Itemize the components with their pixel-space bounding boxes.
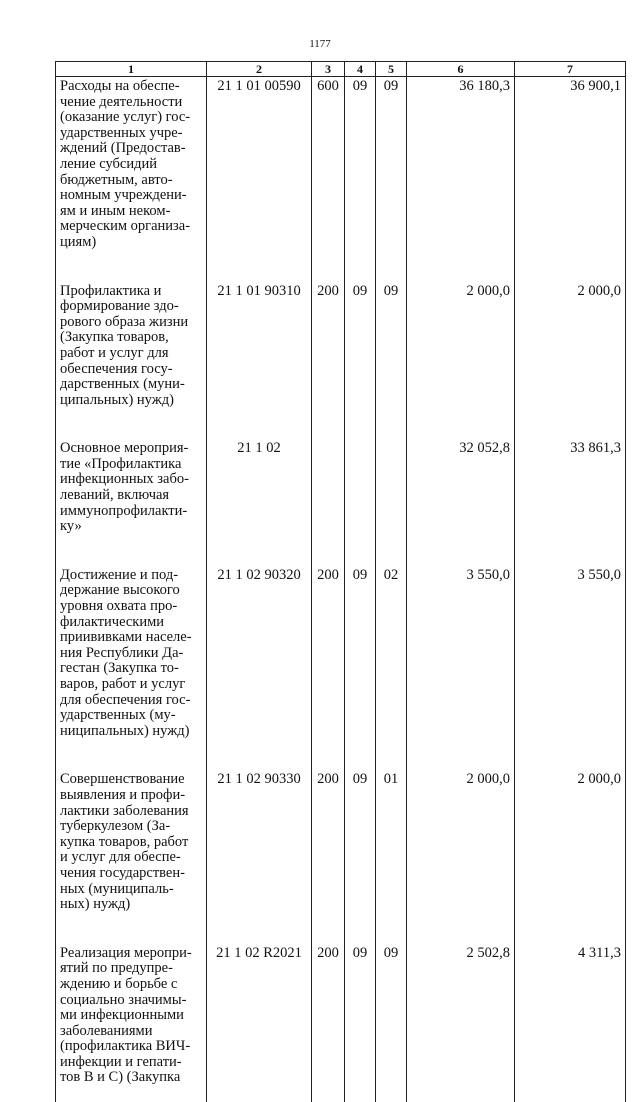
budget-code-cell: 21 1 01 90310 <box>207 267 312 425</box>
amount-col7-cell: 3 550,0 <box>515 551 626 756</box>
subsection-cell: 09 <box>376 77 407 267</box>
page-number: 1177 <box>0 38 640 50</box>
table-body <box>56 77 626 1102</box>
table-row <box>56 929 626 1102</box>
amount-col7-cell: 2 000,0 <box>515 755 626 928</box>
amount-col7-cell: 2 000,0 <box>515 267 626 425</box>
expense-name-cell: Основное мероприя- тие «Профилактика инфекционных забо- леваний, включая иммунопрофилакти- ку» <box>56 424 207 551</box>
amount-col7-cell: 4 311,3 <box>515 929 626 1102</box>
subsection-cell: 09 <box>376 929 407 1102</box>
table-row <box>56 267 626 425</box>
amount-col6-cell: 32 052,8 <box>407 424 515 551</box>
budget-table <box>55 61 626 1102</box>
amount-col6-cell: 36 180,3 <box>407 77 515 267</box>
section-cell: 09 <box>345 551 376 756</box>
subsection-cell: 01 <box>376 755 407 928</box>
section-cell: 09 <box>345 755 376 928</box>
expense-name-cell: Реализация меропри- ятий по предупре- ждению и борьбе с социально значимы- ми инфекционными заболеваниями (профилактика ВИЧ- инфекции и гепати- тов В и С) (Закупка <box>56 929 207 1102</box>
subsection-cell <box>376 424 407 551</box>
budget-code-cell: 21 1 02 R2021 <box>207 929 312 1102</box>
section-cell: 09 <box>345 267 376 425</box>
header-cell: 6 <box>407 62 515 77</box>
section-cell: 09 <box>345 929 376 1102</box>
expense-name-cell: Достижение и под- держание высокого уровня охвата про- филактическими приививками населе- ния Республики Да- гестан (Закупка то- варов, работ и услуг для обеспечения гос- ударственных (му- ниципальных) нужд) <box>56 551 207 756</box>
amount-col6-cell: 2 000,0 <box>407 267 515 425</box>
table-row <box>56 77 626 267</box>
table-row <box>56 755 626 928</box>
expense-type-cell: 600 <box>312 77 345 267</box>
budget-code-cell: 21 1 01 00590 <box>207 77 312 267</box>
budget-code-cell: 21 1 02 <box>207 424 312 551</box>
header-cell: 7 <box>515 62 626 77</box>
table-row <box>56 424 626 551</box>
budget-code-cell: 21 1 02 90320 <box>207 551 312 756</box>
expense-type-cell: 200 <box>312 551 345 756</box>
table-header-row <box>56 62 626 77</box>
amount-col6-cell: 2 502,8 <box>407 929 515 1102</box>
amount-col7-cell: 33 861,3 <box>515 424 626 551</box>
subsection-cell: 09 <box>376 267 407 425</box>
header-cell: 4 <box>345 62 376 77</box>
expense-name-cell: Расходы на обеспе- чение деятельности (оказание услуг) гос- ударственных учре- ждений (Предостав- ление субсидий бюджетным, авто- номным учреждени- ям и иным неком- мерческим организа- циям) <box>56 77 207 267</box>
subsection-cell: 02 <box>376 551 407 756</box>
section-cell <box>345 424 376 551</box>
header-cell: 5 <box>376 62 407 77</box>
amount-col7-cell: 36 900,1 <box>515 77 626 267</box>
header-cell: 2 <box>207 62 312 77</box>
table-row <box>56 551 626 756</box>
header-cell: 1 <box>56 62 207 77</box>
amount-col6-cell: 2 000,0 <box>407 755 515 928</box>
expense-name-cell: Профилактика и формирование здо- рового образа жизни (Закупка товаров, работ и услуг для обеспечения госу- дарственных (муни- ципальных) нужд) <box>56 267 207 425</box>
expense-name-cell: Совершенствование выявления и профи- лактики заболевания туберкулезом (За- купка товаров, работ и услуг для обеспе- чения государствен- ных (муниципаль- ных) нужд) <box>56 755 207 928</box>
expense-type-cell: 200 <box>312 755 345 928</box>
expense-type-cell: 200 <box>312 929 345 1102</box>
budget-code-cell: 21 1 02 90330 <box>207 755 312 928</box>
expense-type-cell: 200 <box>312 267 345 425</box>
expense-type-cell <box>312 424 345 551</box>
amount-col6-cell: 3 550,0 <box>407 551 515 756</box>
header-cell: 3 <box>312 62 345 77</box>
section-cell: 09 <box>345 77 376 267</box>
